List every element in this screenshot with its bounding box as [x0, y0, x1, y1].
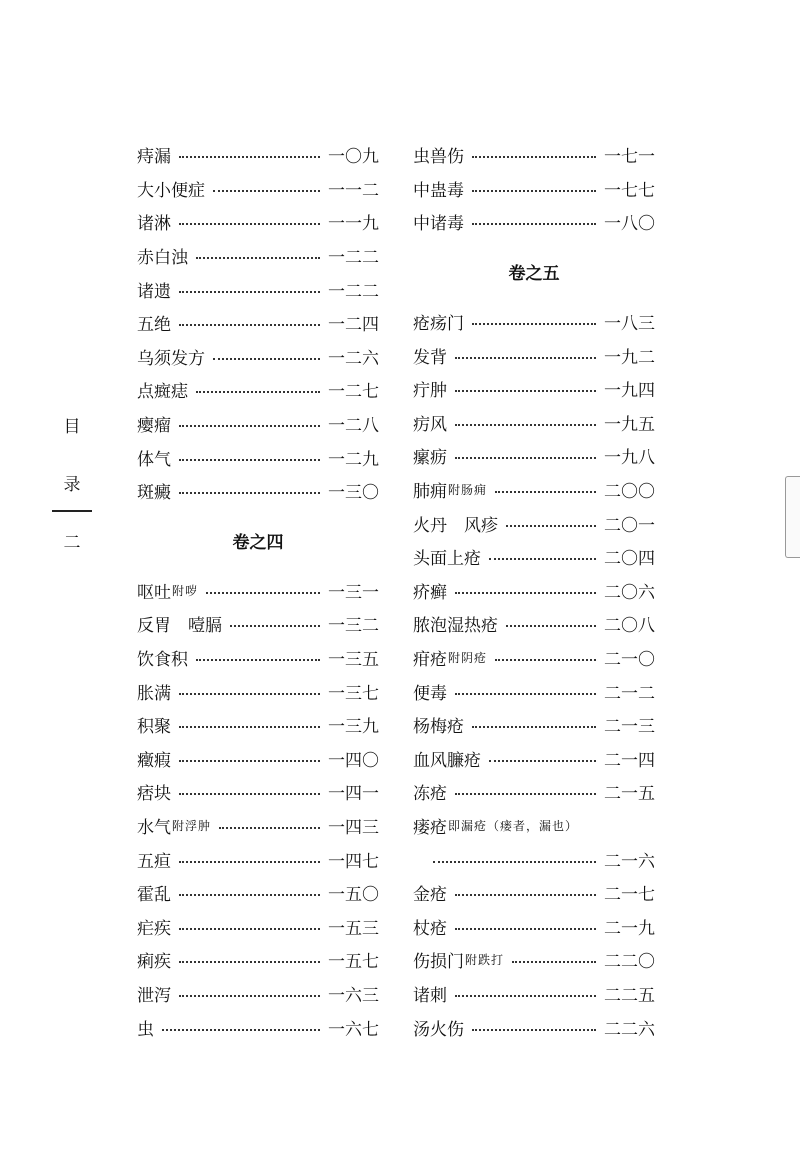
- toc-entry-title: 积聚: [137, 717, 171, 738]
- toc-entry-title: 血风臁疮: [413, 750, 481, 771]
- toc-entry: [137, 708, 379, 742]
- toc-entry: [413, 574, 655, 608]
- toc-entry: [413, 641, 655, 675]
- toc-leader-dots: [455, 928, 596, 930]
- toc-left-column: [137, 138, 379, 1044]
- toc-entry-title: 诸淋: [137, 214, 171, 235]
- toc-leader-dots: [179, 961, 320, 963]
- toc-entry-title: 体气: [137, 449, 171, 470]
- toc-leader-dots: [179, 693, 320, 695]
- toc-entry-title: 大小便症: [137, 180, 205, 201]
- toc-leader-dots: [179, 425, 320, 427]
- toc-entry-title: 赤白浊: [137, 248, 188, 269]
- toc-leader-dots: [179, 324, 320, 326]
- toc-entry-title: 便毒: [413, 683, 447, 704]
- toc-entry: [137, 205, 379, 239]
- toc-entry: [137, 574, 379, 608]
- toc-leader-dots: [472, 223, 596, 225]
- toc-entry-page: 二〇一: [604, 515, 655, 536]
- toc-entry: [413, 909, 655, 943]
- toc-entry: [413, 406, 655, 440]
- toc-entry-title: 虫兽伤: [413, 147, 464, 168]
- toc-entry: [137, 809, 379, 843]
- toc-entry-page: 一三一: [328, 582, 379, 603]
- toc-leader-dots: [489, 558, 596, 560]
- toc-leader-dots: [472, 190, 596, 192]
- toc-entry-page: 二二〇: [604, 952, 655, 973]
- toc-entry-page: 一九八: [604, 448, 655, 469]
- toc-leader-dots: [455, 424, 596, 426]
- toc-entry-title: 冻疮: [413, 784, 447, 805]
- toc-leader-dots: [179, 760, 320, 762]
- toc-entry: [137, 272, 379, 306]
- toc-entry-page: 一九四: [604, 381, 655, 402]
- toc-leader-dots: [179, 291, 320, 293]
- toc-entry-page: 一二二: [328, 281, 379, 302]
- toc-entry: [413, 674, 655, 708]
- toc-entry-page: 二〇六: [604, 582, 655, 603]
- toc-entry: [413, 338, 655, 372]
- toc-entry-page: 二〇八: [604, 616, 655, 637]
- toc-entry: [413, 708, 655, 742]
- toc-entry-title: 火丹 风疹: [413, 515, 498, 536]
- toc-entry: [137, 977, 379, 1011]
- page-edge-tab: [785, 476, 800, 558]
- toc-entry: [413, 809, 655, 843]
- toc-entry-page: 一四一: [328, 784, 379, 805]
- toc-entry-title: 水气: [137, 817, 171, 838]
- toc-leader-dots: [196, 659, 320, 661]
- toc-entry-page: 一一九: [328, 214, 379, 235]
- toc-leader-dots: [196, 391, 320, 393]
- toc-entry-page: 一三七: [328, 683, 379, 704]
- toc-leader-dots: [472, 156, 596, 158]
- side-tab-rule: [52, 510, 92, 512]
- toc-entry-title: 斑癜: [137, 483, 171, 504]
- toc-leader-dots: [196, 257, 320, 259]
- toc-entry-page: 二〇〇: [604, 482, 655, 503]
- toc-leader-dots: [495, 491, 596, 493]
- toc-entry: [137, 306, 379, 340]
- toc-entry-title: 诸遗: [137, 281, 171, 302]
- toc-leader-dots: [230, 625, 320, 627]
- toc-entry-subnote: 附阴疮: [448, 651, 488, 666]
- toc-entry-title: 疔肿: [413, 381, 447, 402]
- toc-entry: [413, 775, 655, 809]
- toc-entry-title: 脓泡湿热疮: [413, 616, 498, 637]
- toc-entry-title: 痞块: [137, 784, 171, 805]
- toc-leader-dots: [455, 793, 596, 795]
- toc-entry-page: 一九五: [604, 414, 655, 435]
- toc-entry-page: 一六三: [328, 985, 379, 1006]
- toc-entry-title: 疟疾: [137, 918, 171, 939]
- toc-entry-page: 二一九: [604, 918, 655, 939]
- toc-entry-page: 一一二: [328, 180, 379, 201]
- toc-leader-dots: [455, 693, 596, 695]
- toc-entry-page: 一八三: [604, 314, 655, 335]
- toc-entry-page: 一〇九: [328, 147, 379, 168]
- toc-leader-dots: [455, 357, 596, 359]
- toc-entry-title: 瘘疮: [413, 817, 447, 838]
- toc-entry: [413, 742, 655, 776]
- toc-entry: [413, 540, 655, 574]
- toc-entry-subnote: 即漏疮（瘘者，漏也）: [448, 818, 579, 833]
- toc-leader-dots: [219, 827, 320, 829]
- side-tab-page-number: 二: [63, 533, 81, 553]
- toc-leader-dots: [179, 793, 320, 795]
- toc-entry: [137, 239, 379, 273]
- toc-entry: [137, 876, 379, 910]
- toc-entry-title: 中诸毒: [413, 214, 464, 235]
- toc-entry: [413, 439, 655, 473]
- toc-entry: [137, 842, 379, 876]
- toc-entry-title: 点癍痣: [137, 382, 188, 403]
- toc-entry: [413, 205, 655, 239]
- toc-leader-dots: [455, 592, 596, 594]
- toc-entry-page: 一二九: [328, 449, 379, 470]
- toc-leader-dots: [495, 659, 596, 661]
- toc-entry-subnote: 附浮肿: [172, 818, 212, 833]
- toc-entry: [413, 977, 655, 1011]
- toc-entry-page: 一二二: [328, 248, 379, 269]
- toc-entry-page: 一五〇: [328, 885, 379, 906]
- toc-entry-page: 一八〇: [604, 214, 655, 235]
- side-tab: [52, 412, 92, 553]
- toc-entry: [137, 340, 379, 374]
- toc-entry-subnote: 附肠痈: [448, 483, 488, 498]
- toc-entry-page: 二二五: [604, 985, 655, 1006]
- toc-leader-dots: [179, 894, 320, 896]
- toc-entry: [137, 407, 379, 441]
- toc-entry-page: 一三〇: [328, 483, 379, 504]
- side-tab-char-lu: 录: [63, 475, 81, 495]
- toc-entry-page: 二一〇: [604, 650, 655, 671]
- toc-entry: [137, 943, 379, 977]
- toc-entry: [413, 172, 655, 206]
- toc-entry: [137, 775, 379, 809]
- toc-entry-page: 一二四: [328, 315, 379, 336]
- toc-leader-dots: [179, 492, 320, 494]
- volume-5-heading: 卷之五: [508, 264, 560, 285]
- toc-entry-title: 乌须发方: [137, 348, 205, 369]
- toc-entry-page: 一九二: [604, 347, 655, 368]
- toc-leader-dots: [455, 995, 596, 997]
- toc-entry: [413, 372, 655, 406]
- toc-entry-title: 癥瘕: [137, 750, 171, 771]
- toc-entry: [137, 909, 379, 943]
- toc-entry: [413, 138, 655, 172]
- side-tab-char-mu: 目: [63, 417, 81, 437]
- toc-entry-title: 金疮: [413, 885, 447, 906]
- toc-entry-title: 疮疡门: [413, 314, 464, 335]
- toc-leader-dots: [179, 156, 320, 158]
- toc-entry: [137, 1010, 379, 1044]
- toc-entry: [137, 373, 379, 407]
- toc-entry-page: 一四三: [328, 817, 379, 838]
- toc-entry-page: 二一四: [604, 750, 655, 771]
- toc-entry: [137, 641, 379, 675]
- toc-entry-title: 疳疮: [413, 650, 447, 671]
- toc-leader-dots: [213, 190, 320, 192]
- toc-entry-page: 一五七: [328, 952, 379, 973]
- toc-entry-title: 中蛊毒: [413, 180, 464, 201]
- toc-leader-dots: [506, 625, 596, 627]
- toc-entry-page: 一三九: [328, 717, 379, 738]
- toc-entry-page: 一二六: [328, 348, 379, 369]
- toc-leader-dots: [455, 390, 596, 392]
- toc-entry-title: 饮食积: [137, 650, 188, 671]
- toc-entry-title: 发背: [413, 347, 447, 368]
- toc-entry-title: 瘰疬: [413, 448, 447, 469]
- toc-leader-dots: [472, 323, 596, 325]
- toc-entry-title: 呕吐: [137, 582, 171, 603]
- toc-entry-title: 反胃 噎膈: [137, 616, 222, 637]
- toc-leader-dots: [489, 760, 596, 762]
- toc-entry-title: 五绝: [137, 315, 171, 336]
- toc-entry: [413, 842, 655, 876]
- toc-entry: [137, 172, 379, 206]
- toc-entry-page: 一六七: [328, 1019, 379, 1040]
- toc-leader-dots: [455, 457, 596, 459]
- toc-entry: [413, 876, 655, 910]
- toc-entry-subnote: 附跌打: [465, 953, 505, 968]
- toc-leader-dots: [179, 861, 320, 863]
- toc-entry-page: 一七七: [604, 180, 655, 201]
- toc-entry-title: 诸刺: [413, 985, 447, 1006]
- toc-entry-title: 霍乱: [137, 885, 171, 906]
- toc-entry-title: 疥癣: [413, 582, 447, 603]
- volume-4-heading: 卷之四: [232, 533, 284, 554]
- toc-entry-title: 痢疾: [137, 952, 171, 973]
- toc-leader-dots: [472, 726, 596, 728]
- toc-leader-dots: [162, 1029, 320, 1031]
- toc-entry-subnote: 附哕: [172, 583, 199, 598]
- toc-entry-title: 肺痈: [413, 482, 447, 503]
- toc-entry: [137, 674, 379, 708]
- toc-entry: [137, 607, 379, 641]
- toc-entry-page: 一三二: [328, 616, 379, 637]
- toc-entry: [137, 742, 379, 776]
- toc-leader-dots: [472, 1029, 596, 1031]
- toc-entry-title: 五疸: [137, 851, 171, 872]
- toc-leader-dots: [179, 995, 320, 997]
- toc-entry-page: 二二六: [604, 1019, 655, 1040]
- toc-entry: [413, 506, 655, 540]
- toc-leader-dots: [179, 726, 320, 728]
- toc-entry-title: 头面上疮: [413, 549, 481, 570]
- toc-entry-title: 杨梅疮: [413, 717, 464, 738]
- toc-entry-page: 二一二: [604, 683, 655, 704]
- toc-entry-page: 一三五: [328, 650, 379, 671]
- toc-entry-title: 伤损门: [413, 952, 464, 973]
- toc-entry-title: 瘿瘤: [137, 416, 171, 437]
- toc-entry-title: 泄泻: [137, 985, 171, 1006]
- toc-entry: [413, 305, 655, 339]
- toc-leader-dots: [179, 223, 320, 225]
- toc-entry-page: 二一五: [604, 784, 655, 805]
- toc-entry-page: 二一六: [604, 851, 655, 872]
- toc-entry: [137, 474, 379, 508]
- toc-entry-page: 一五三: [328, 918, 379, 939]
- toc-entry: [137, 138, 379, 172]
- toc-entry-page: 二一七: [604, 885, 655, 906]
- toc-entry-title: 杖疮: [413, 918, 447, 939]
- toc-entry-title: 虫: [137, 1019, 154, 1040]
- toc-leader-dots: [179, 459, 320, 461]
- toc-entry-page: 二〇四: [604, 549, 655, 570]
- toc-leader-dots: [433, 861, 596, 863]
- toc-leader-dots: [213, 358, 320, 360]
- toc-entry-page: 一四〇: [328, 750, 379, 771]
- toc-leader-dots: [512, 961, 596, 963]
- toc-leader-dots: [206, 592, 320, 594]
- toc-entry: [413, 1010, 655, 1044]
- toc-entry-title: 胀满: [137, 683, 171, 704]
- toc-leader-dots: [179, 928, 320, 930]
- toc-entry-page: 一二七: [328, 382, 379, 403]
- toc-entry: [413, 607, 655, 641]
- toc-entry-title: 汤火伤: [413, 1019, 464, 1040]
- toc-entry-title: 痔漏: [137, 147, 171, 168]
- toc-leader-dots: [455, 894, 596, 896]
- toc-entry-page: 二一三: [604, 717, 655, 738]
- toc-entry: [413, 473, 655, 507]
- toc-leader-dots: [506, 525, 596, 527]
- toc-entry-page: 一二八: [328, 416, 379, 437]
- toc-entry: [413, 943, 655, 977]
- toc-entry-page: 一四七: [328, 851, 379, 872]
- toc-entry: [137, 440, 379, 474]
- toc-entry-page: 一七一: [604, 147, 655, 168]
- toc-right-column: [413, 138, 655, 1044]
- toc-entry-title: 疠风: [413, 414, 447, 435]
